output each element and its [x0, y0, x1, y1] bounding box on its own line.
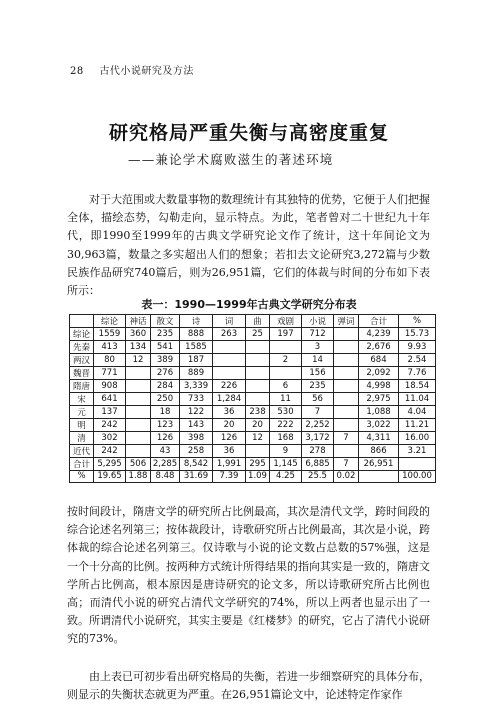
- table-row: [70, 367, 436, 380]
- table-cell: 156: [302, 367, 334, 380]
- table-cell: 506: [126, 458, 151, 471]
- table-cell: 360: [126, 328, 151, 341]
- table-header-cell: 诗: [180, 315, 213, 328]
- table-cell: 25: [246, 328, 270, 341]
- table-header-cell: 词: [213, 315, 246, 328]
- table-cell: 15.73: [399, 328, 436, 341]
- table-row: [70, 445, 436, 458]
- table-cell: 3,022: [359, 419, 399, 432]
- table-cell: 19.65: [94, 471, 126, 483]
- page-number: 28: [70, 66, 84, 77]
- table-cell: [126, 367, 151, 380]
- table-cell: 36: [213, 445, 246, 458]
- table-cell: [246, 354, 270, 367]
- table-cell: 126: [213, 432, 246, 445]
- table-cell: 16.00: [399, 432, 436, 445]
- table-row-label: 综论: [70, 328, 94, 341]
- table-cell: 122: [180, 406, 213, 419]
- table-cell: 137: [94, 406, 126, 419]
- table-row: [70, 354, 436, 367]
- table-cell: 284: [151, 380, 180, 393]
- table-cell: 0.02: [334, 471, 359, 483]
- table-cell: 278: [302, 445, 334, 458]
- table-cell: [126, 445, 151, 458]
- table-row: [70, 393, 436, 406]
- table-cell: 2,092: [359, 367, 399, 380]
- table-cell: 126: [151, 432, 180, 445]
- table-cell: 238: [246, 406, 270, 419]
- table-cell: 2.54: [399, 354, 436, 367]
- article-subtitle: ——兼论学术腐败滋生的著述环境: [128, 152, 334, 167]
- table-cell: 250: [151, 393, 180, 406]
- table-cell: 295: [246, 458, 270, 471]
- table-header-cell: 曲: [246, 315, 270, 328]
- table-cell: 398: [180, 432, 213, 445]
- table-cell: 4,998: [359, 380, 399, 393]
- table-cell: 242: [94, 445, 126, 458]
- table-cell: [126, 432, 151, 445]
- table-row-label: 先秦: [70, 341, 94, 354]
- table-cell: [246, 341, 270, 354]
- table-cell: [213, 367, 246, 380]
- table-cell: 889: [180, 367, 213, 380]
- table-cell: 9.93: [399, 341, 436, 354]
- table-cell: 7: [302, 406, 334, 419]
- table-cell: 7.39: [213, 471, 246, 483]
- table-cell: [213, 341, 246, 354]
- table-cell: [334, 367, 359, 380]
- table-row-label: 两汉: [70, 354, 94, 367]
- table-cell: 263: [213, 328, 246, 341]
- paragraph-intro: 对于大范围或大数量事物的数理统计有其独特的优势，它便于人们把握全体，描绘态势，勾勒走向，显示特点。为此，笔者曾对二十世纪九十年代，即1990至1999年的古典文学研究论文作了统计，这十年间论文为30,963篇，数量之多实超出人们的想象；若扣去文论研究3,272篇与少数民族作品研究740篇后，则为26,951篇，它们的体裁与时间的分布如下表所示：: [67, 193, 430, 298]
- table-row-label: 清: [70, 432, 94, 445]
- table-header-cell: %: [399, 315, 436, 328]
- table-cell: 4,239: [359, 328, 399, 341]
- table-cell: 143: [180, 419, 213, 432]
- table-row: [70, 432, 436, 445]
- table-cell: 1,088: [359, 406, 399, 419]
- table-cell: 684: [359, 354, 399, 367]
- table-cell: [399, 458, 436, 471]
- table-cell: [270, 341, 302, 354]
- table-cell: 4.04: [399, 406, 436, 419]
- table-cell: 1585: [180, 341, 213, 354]
- table-row-label: 隋唐: [70, 380, 94, 393]
- table-cell: 25.5: [302, 471, 334, 483]
- table-cell: [246, 445, 270, 458]
- article-title: 研究格局严重失衡与高密度重复: [108, 122, 389, 144]
- table-header-cell: 弹词: [334, 315, 359, 328]
- table-cell: 908: [94, 380, 126, 393]
- table-cell: [246, 367, 270, 380]
- running-header: [70, 62, 194, 77]
- table-caption: 表一：1990—1999年古典文学研究分布表: [141, 298, 357, 311]
- table-row-label: 魏晋: [70, 367, 94, 380]
- table-row-label: 宋: [70, 393, 94, 406]
- table-cell: 12: [246, 432, 270, 445]
- table-cell: 389: [151, 354, 180, 367]
- table-row: [70, 406, 436, 419]
- table-cell: [334, 406, 359, 419]
- table-cell: 2,676: [359, 341, 399, 354]
- table-cell: 3.21: [399, 445, 436, 458]
- table-cell: 43: [151, 445, 180, 458]
- table-row-label: 明: [70, 419, 94, 432]
- table-cell: 226: [213, 380, 246, 393]
- table-cell: 1,145: [270, 458, 302, 471]
- paragraph-analysis: 按时间段计，隋唐文学的研究所占比例最高，其次是清代文学，跨时间段的综合论述名列第三；按体裁段计，诗歌研究所占比例最高，其次是小说，跨体裁的综合论述名列第三。仅诗歌与小说的论文数占总数的57%强，这是一个十分高的比例。按两种方式统计所得结果的指向其实是一致的，隋唐文学所占比例高，根本原因是唐诗研究的论文多，所以诗歌研究所占比例也高；而清代小说的研究占清代文学研究的74%，所以上两者也显示出了一致。所谓清代小说研究，其实主要是《红楼梦》的研究，它占了清代小说研究的73%。: [67, 505, 430, 646]
- table-cell: 258: [180, 445, 213, 458]
- table-cell: 1,284: [213, 393, 246, 406]
- table-row: [70, 341, 436, 354]
- table-cell: 9: [270, 445, 302, 458]
- table-cell: [246, 380, 270, 393]
- table-cell: 123: [151, 419, 180, 432]
- table-cell: 6,885: [302, 458, 334, 471]
- table-cell: 20: [213, 419, 246, 432]
- table-cell: 7: [334, 432, 359, 445]
- table-row: [70, 458, 436, 471]
- table-cell: 222: [270, 419, 302, 432]
- table-cell: 56: [302, 393, 334, 406]
- table-cell: 866: [359, 445, 399, 458]
- table-cell: [334, 380, 359, 393]
- table-cell: 530: [270, 406, 302, 419]
- table-cell: 2,285: [151, 458, 180, 471]
- table-cell: 2,252: [302, 419, 334, 432]
- table-cell: 36: [213, 406, 246, 419]
- table-cell: 31.69: [180, 471, 213, 483]
- table-cell: 4,311: [359, 432, 399, 445]
- table-header-cell: [70, 315, 94, 328]
- table-cell: 8,542: [180, 458, 213, 471]
- table-header-row: [70, 315, 436, 328]
- table-cell: 1.88: [126, 471, 151, 483]
- table-row-label: 合计: [70, 458, 94, 471]
- table-cell: 100.00: [399, 471, 436, 483]
- table-row: [70, 380, 436, 393]
- table-cell: [213, 354, 246, 367]
- table-header-cell: 神话: [126, 315, 151, 328]
- table-cell: 2,975: [359, 393, 399, 406]
- paragraph-continuation: 由上表已可初步看出研究格局的失衡，若进一步细察研究的具体分布，则显示的失衡状态就更为严重。在26,951篇论文中，论述特定作家作: [67, 670, 430, 702]
- table-cell: 888: [180, 328, 213, 341]
- table-row: [70, 471, 436, 483]
- table-cell: 1559: [94, 328, 126, 341]
- table-cell: [334, 328, 359, 341]
- table-cell: 134: [126, 341, 151, 354]
- table-cell: 733: [180, 393, 213, 406]
- table-cell: 641: [94, 393, 126, 406]
- table-cell: [334, 419, 359, 432]
- table-cell: 26,951: [359, 458, 399, 471]
- table-cell: 80: [94, 354, 126, 367]
- table-header-cell: 合计: [359, 315, 399, 328]
- table-cell: [334, 354, 359, 367]
- table-cell: 11.21: [399, 419, 436, 432]
- table-cell: [126, 406, 151, 419]
- table-cell: 5,295: [94, 458, 126, 471]
- table-cell: 1,991: [213, 458, 246, 471]
- table-header-cell: 综论: [94, 315, 126, 328]
- table-cell: 168: [270, 432, 302, 445]
- table-cell: 197: [270, 328, 302, 341]
- table-cell: [270, 367, 302, 380]
- table-cell: 1.09: [246, 471, 270, 483]
- table-cell: [126, 419, 151, 432]
- table-cell: 7: [334, 458, 359, 471]
- book-title: 古代小说研究及方法: [99, 66, 194, 77]
- table-cell: 3,339: [180, 380, 213, 393]
- table-cell: 771: [94, 367, 126, 380]
- table-cell: [334, 445, 359, 458]
- table-cell: 3: [302, 341, 334, 354]
- table-row: [70, 419, 436, 432]
- table-row-label: %: [70, 471, 94, 483]
- table-cell: 242: [94, 419, 126, 432]
- table-row-label: 近代: [70, 445, 94, 458]
- table-cell: 20: [246, 419, 270, 432]
- table-cell: 11: [270, 393, 302, 406]
- table-cell: 6: [270, 380, 302, 393]
- table-cell: 302: [94, 432, 126, 445]
- table-cell: 3,172: [302, 432, 334, 445]
- table-cell: 541: [151, 341, 180, 354]
- table-cell: [246, 393, 270, 406]
- table-cell: [359, 471, 399, 483]
- table-cell: 7.76: [399, 367, 436, 380]
- table-cell: [126, 393, 151, 406]
- table-header-cell: 戏剧: [270, 315, 302, 328]
- table-cell: 235: [302, 380, 334, 393]
- table-cell: 276: [151, 367, 180, 380]
- table-cell: 18.54: [399, 380, 436, 393]
- table-cell: 187: [180, 354, 213, 367]
- table-cell: [334, 393, 359, 406]
- table-cell: 712: [302, 328, 334, 341]
- table-row: [70, 328, 436, 341]
- table-header-cell: 散文: [151, 315, 180, 328]
- table-cell: 14: [302, 354, 334, 367]
- table-cell: 413: [94, 341, 126, 354]
- table-header-cell: 小说: [302, 315, 334, 328]
- table-cell: [334, 341, 359, 354]
- table-cell: 8.48: [151, 471, 180, 483]
- table-cell: 11.04: [399, 393, 436, 406]
- table-cell: 235: [151, 328, 180, 341]
- table-cell: 4.25: [270, 471, 302, 483]
- table-cell: [126, 380, 151, 393]
- distribution-table: [69, 314, 436, 483]
- table-cell: 12: [126, 354, 151, 367]
- table-cell: 18: [151, 406, 180, 419]
- table-cell: 2: [270, 354, 302, 367]
- table-row-label: 元: [70, 406, 94, 419]
